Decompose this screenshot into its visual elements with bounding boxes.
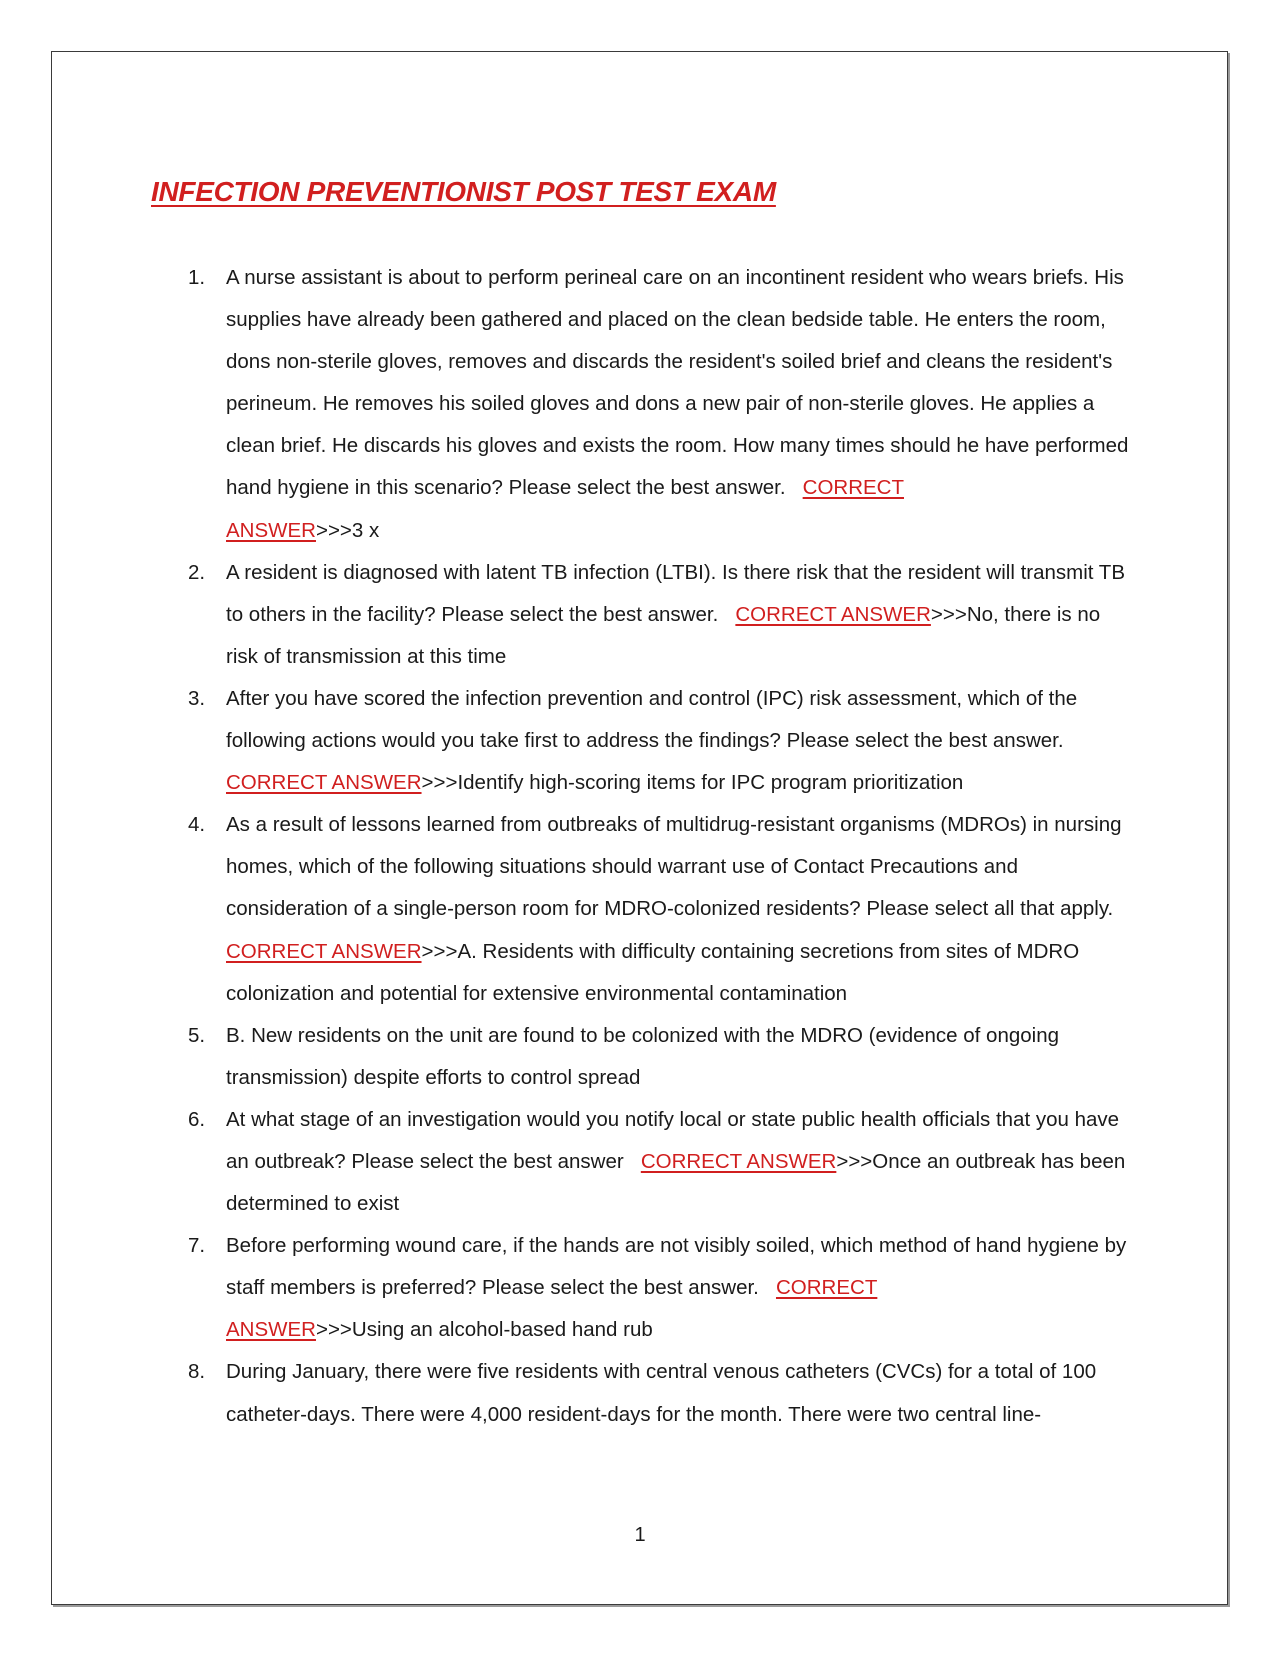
answer-text: >>>Identify high-scoring items for IPC program prioritization <box>421 771 964 795</box>
question-item <box>151 552 1136 678</box>
correct-answer-label: CORRECT ANSWER <box>735 602 931 626</box>
question-text: Before performing wound care, if the hands are not visibly soiled, which method of hand hygiene by staff members is preferred? Please select the best answer. <box>226 1234 1127 1300</box>
question-number: 2. <box>188 560 206 584</box>
question-text: A nurse assistant is about to perform perineal care on an incontinent resident who wears briefs. His supplies have already been gathered and placed on the clean bedside table. He enters the room, dons non-sterile gloves, removes and discards the resident's soiled brief and cleans the resident's perineum. He removes his soiled gloves and dons a new pair of non-sterile gloves. He applies a clean brief. He discards his gloves and exists the room. How many times should he have performed hand hygiene in this scenario? Please select the best answer. <box>226 266 1129 500</box>
answer-text: >>>Once an outbreak has been determined to exist <box>226 1149 1126 1216</box>
question-text: After you have scored the infection prevention and control (IPC) risk assessment, which of the following actions would you take first to address the findings? Please select the best answer. <box>226 686 1078 753</box>
question-text: At what stage of an investigation would you notify local or state public health officials that you have an outbreak? Please select the best answer <box>226 1107 1120 1173</box>
question-text: A resident is diagnosed with latent TB infection (LTBI). Is there risk that the resident will transmit TB to others in the facility? Please select the best answer. <box>226 560 1125 626</box>
correct-answer-label: CORRECT ANSWER <box>226 939 422 963</box>
question-number: 6. <box>188 1107 206 1131</box>
question-number: 3. <box>188 686 206 710</box>
question-item <box>151 1225 1136 1351</box>
answer-text: >>>A. Residents with difficulty containing secretions from sites of MDRO colonization and potential for extensive environmental contamination <box>226 939 1080 1005</box>
question-item <box>151 257 1136 552</box>
question-text: During January, there were five residents with central venous catheters (CVCs) for a total of 100 catheter-days. There were 4,000 resident-days for the month. There were two central line- <box>226 1360 1097 1426</box>
question-number: 1. <box>188 266 206 289</box>
answer-text: >>>No, there is no risk of transmission at this time <box>226 602 1101 668</box>
question-item <box>151 678 1136 804</box>
question-text: As a result of lessons learned from outbreaks of multidrug-resistant organisms (MDROs) in nursing homes, which of the following situations should warrant use of Contact Precautions and consideration of a single-person room for MDRO-colonized residents? Please select all that apply. <box>226 813 1122 921</box>
question-item <box>151 804 1136 1014</box>
correct-answer-label: CORRECT <box>802 476 904 500</box>
question-number: 7. <box>188 1234 206 1258</box>
question-number: 5. <box>188 1023 206 1047</box>
correct-answer-label: CORRECT <box>775 1276 878 1300</box>
correct-answer-label: ANSWER <box>226 1318 316 1342</box>
question-item <box>151 1099 1136 1225</box>
answer-text: >>>3 x <box>315 518 380 542</box>
page-number: 1 <box>634 1524 646 1546</box>
question-number: 8. <box>188 1360 206 1384</box>
question-text: B. New residents on the unit are found to be colonized with the MDRO (evidence of ongoing transmission) despite efforts to control spread <box>226 1023 1060 1089</box>
document-title: INFECTION PREVENTIONIST POST TEST EXAM <box>151 176 776 207</box>
correct-answer-label: ANSWER <box>226 518 316 542</box>
question-item <box>151 1015 1136 1099</box>
correct-answer-label: CORRECT ANSWER <box>640 1149 837 1173</box>
question-item <box>151 1351 1136 1435</box>
question-number: 4. <box>188 813 206 837</box>
correct-answer-label: CORRECT ANSWER <box>226 771 422 795</box>
answer-text: >>>Using an alcohol-based hand rub <box>315 1318 653 1342</box>
question-list <box>151 257 1136 1436</box>
